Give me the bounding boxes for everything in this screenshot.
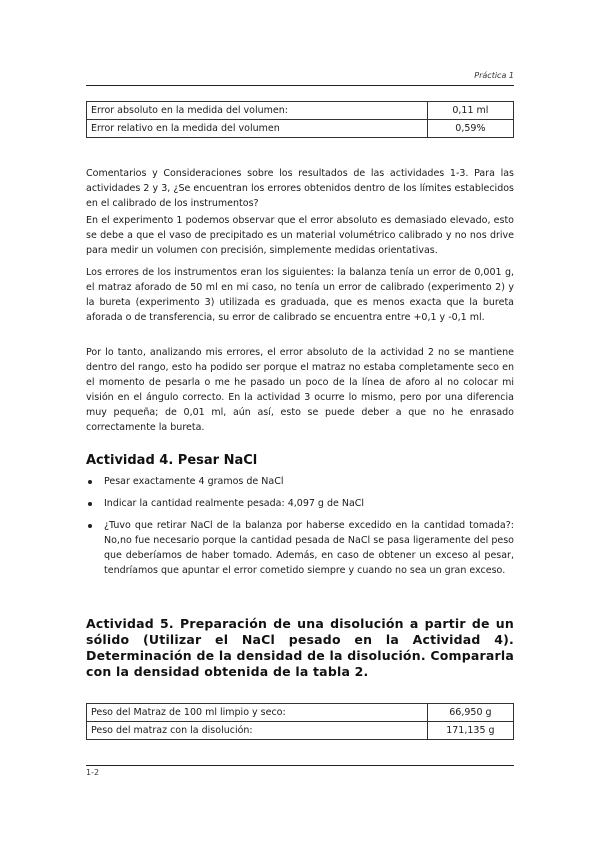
section-4-title: Actividad 4. Pesar NaCl [86, 453, 258, 468]
section-5-title: Actividad 5. Preparación de una disolución a partir de un sólido (Utilizar el NaCl pesado en la Actividad 4). Determinación de la densidad de la disolución. Compararla con la densidad obtenida de la tabla 2. [86, 616, 514, 679]
list-item-text: Indicar la cantidad realmente pesada: 4,097 g de NaCl [104, 498, 365, 509]
table-row [87, 704, 514, 722]
list-item [86, 474, 514, 489]
list-item-text: Pesar exactamente 4 gramos de NaCl [104, 476, 284, 487]
list-item [86, 496, 514, 511]
table-cell-value: 0,59% [427, 120, 513, 138]
bullet-icon [88, 480, 92, 484]
table-cell-label: Error absoluto en la medida del volumen: [87, 102, 428, 120]
table-cell-value: 171,135 g [427, 722, 513, 740]
table-cell-label: Peso del Matraz de 100 ml limpio y seco: [87, 704, 428, 722]
paragraph-comments-question: Comentarios y Consideraciones sobre los resultados de las actividades 1-3. Para las actividades 2 y 3, ¿Se encuentran los errores obtenidos dentro de los límites establecidos en el calibrado de los instrumentos? [86, 168, 514, 209]
header-rule [86, 85, 514, 86]
section-4-bullet-list [86, 474, 514, 585]
list-item-text: ¿Tuvo que retirar NaCl de la balanza por haberse excedido en la cantidad tomada?: No,no fue necesario porque la cantidad pesada de NaCl se pasa ligeramente del peso que deberíamos de haber tomado. Además, en caso de obtener un exceso al pesar, tendríamos que apuntar el error cometido siempre y cuando no sea un gran exceso. [104, 520, 514, 576]
table-row [87, 102, 514, 120]
table-cell-label: Peso del matraz con la disolución: [87, 722, 428, 740]
paragraph-error-analysis: Por lo tanto, analizando mis errores, el error absoluto de la actividad 2 no se mantiene dentro del rango, esto ha podido ser porque el matraz no estaba completamente seco en el momento de pesarla o me he pasado un poco de la línea de aforo al no colocar mi visión en el ángulo correcto. En la actividad 3 ocurre lo mismo, pero por una diferencia muy pequeña; de 0,01 ml, aún así, esto se puede deber a que no he enrasado correctamente la bureta. [86, 347, 514, 433]
bullet-icon [88, 524, 92, 528]
table-row [87, 120, 514, 138]
list-item [86, 518, 514, 578]
table-cell-value: 66,950 g [427, 704, 513, 722]
page-number: 1-2 [86, 768, 100, 777]
table-cell-label: Error relativo en la medida del volumen [87, 120, 428, 138]
footer-rule [86, 765, 514, 766]
volume-error-table [86, 101, 514, 138]
bullet-icon [88, 502, 92, 506]
flask-weight-table [86, 703, 514, 740]
header-label: Práctica 1 [474, 71, 514, 80]
table-cell-value: 0,11 ml [427, 102, 513, 120]
paragraph-instrument-errors: Los errores de los instrumentos eran los siguientes: la balanza tenía un error de 0,001 g, el matraz aforado de 50 ml en mi caso, no tenía un error de calibrado (experimento 2) y la bureta (experimento 3) utilizada es graduada, que es menos exacta que la bureta aforada o de transferencia, su error de calibrado se encuentra entre +0,1 y -0,1 ml. [86, 267, 514, 323]
paragraph-experiment-1: En el experimento 1 podemos observar que el error absoluto es demasiado elevado, esto se debe a que el vaso de precipitado es un material volumétrico calibrado y no nos drive para medir un volumen con precisión, simplemente medidas orientativas. [86, 215, 514, 256]
table-row [87, 722, 514, 740]
